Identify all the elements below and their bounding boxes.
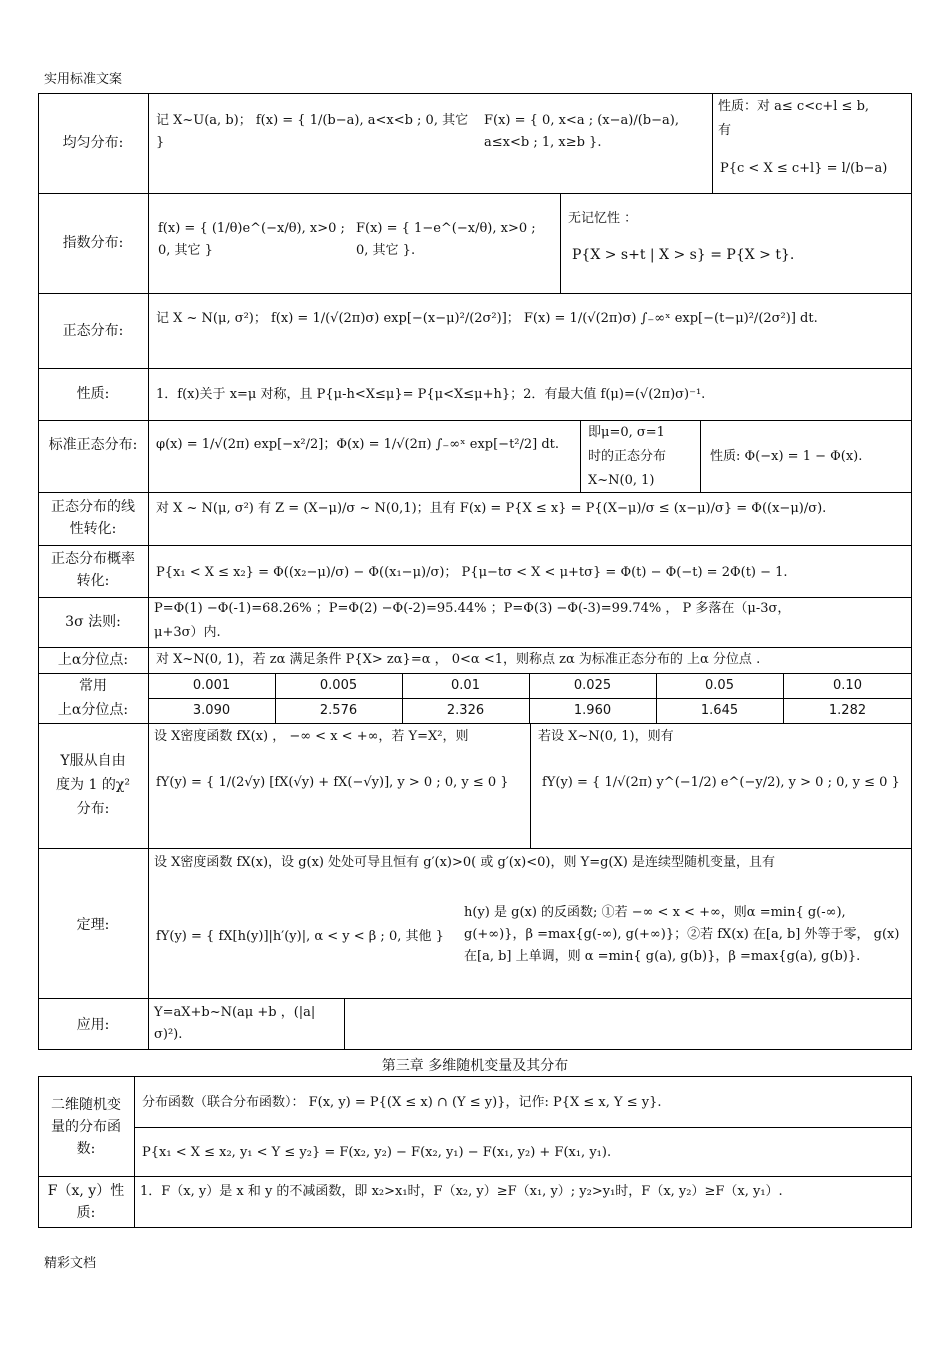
row-divider xyxy=(38,492,912,493)
common-quantile-label-1: 常用 xyxy=(79,678,107,694)
uniform-label: 均匀分布: xyxy=(62,135,124,151)
theorem-label: 定理: xyxy=(76,917,110,933)
col-divider xyxy=(560,193,561,293)
row-divider xyxy=(38,998,912,999)
three-sigma-label: 3σ 法则: xyxy=(65,614,121,630)
col-divider xyxy=(344,998,345,1050)
row-divider xyxy=(38,545,912,546)
alpha-cell: 0.005 xyxy=(319,678,358,693)
row-divider xyxy=(38,647,912,648)
property-content: 1．f(x)关于 x=μ 对称，且 P{μ-h<X≤μ}= P{μ<X≤μ+h}；2．有最大值 f(μ)=(√(2π)σ)⁻¹. xyxy=(156,387,706,402)
row-divider xyxy=(134,1127,912,1128)
normal-label: 正态分布: xyxy=(62,323,124,339)
upper-alpha-content: 对 X~N(0, 1)，若 zα 满足条件 P{X> zα}=α ， 0<α <1，则称点 zα 为标准正态分布的 上α 分位点 . xyxy=(156,652,761,667)
uniform-prop-formula: P{c < X ≤ c+l} = l/(b−a) xyxy=(720,161,888,176)
chi-right-formula: fY(y) = { 1/√(2π) y^(−1/2) e^(−y/2), y > 0 ; 0, y ≤ 0 } xyxy=(542,775,900,790)
row-divider xyxy=(38,848,912,849)
alpha-cell: 0.10 xyxy=(833,678,862,693)
col-divider xyxy=(530,723,531,848)
exponential-label: 指数分布: xyxy=(62,235,124,251)
application-content: Y=aX+b~N(aμ +b ，(|a|σ)²). xyxy=(154,1005,316,1042)
standard-note-1: 即μ=0, σ=1 xyxy=(588,425,665,440)
uniform-prop-line1: 性质：对 a≤ c<c+l ≤ b, xyxy=(718,99,870,114)
row-divider xyxy=(38,723,912,724)
fxy-property-label: F（x, y）性质: xyxy=(47,1183,125,1221)
chi-right-intro: 若设 X~N(0, 1)，则有 xyxy=(538,729,674,744)
common-quantile-label-2: 上α分位点: xyxy=(57,702,129,718)
linear-transform-label: 正态分布的线性转化: xyxy=(51,499,135,537)
page-footer: 精彩文档 xyxy=(44,1256,97,1271)
exponential-pdf: f(x) = { (1/θ)e^(−x/θ), x>0 ; 0, 其它 } xyxy=(158,221,345,258)
standard-note-3: X~N(0, 1) xyxy=(588,473,655,488)
quantile-value-cell: 1.282 xyxy=(828,703,867,718)
quantile-value-cell: 2.326 xyxy=(446,703,485,718)
joint-cdf-label: 二维随机变量的分布函数: xyxy=(51,1097,121,1157)
chapter-title: 第三章 多维随机变量及其分布 xyxy=(381,1058,569,1074)
chi-left-formula: fY(y) = { 1/(2√y) [fX(√y) + fX(−√y)], y > 0 ; 0, y ≤ 0 } xyxy=(156,775,509,790)
quantile-value-cell: 1.960 xyxy=(573,703,612,718)
chi-label-3: 分布: xyxy=(76,801,110,817)
row-divider xyxy=(38,193,912,194)
chi-left-intro: 设 X密度函数 fX(x) ， −∞ < x < +∞，若 Y=X²，则 xyxy=(154,729,469,744)
prob-conversion-formula: P{x₁ < X ≤ x₂} = Φ((x₂−μ)/σ) − Φ((x₁−μ)/σ)； P{μ−tσ < X < μ+tσ} = Φ(t) − Φ(−t) = 2Φ(t) − 1. xyxy=(156,565,788,580)
chi-label-1: Y服从自由 xyxy=(60,753,126,769)
alpha-cell: 0.001 xyxy=(192,678,231,693)
standard-note-2: 时的正态分布 xyxy=(588,449,667,464)
theorem-formula: fY(y) = { fX[h(y)]|h′(y)|, α < y < β ; 0, 其他 } xyxy=(156,929,444,944)
property-label: 性质: xyxy=(76,386,110,402)
row-divider xyxy=(38,293,912,294)
standard-normal-formula: φ(x) = 1/√(2π) exp[−x²/2]；Φ(x) = 1/√(2π) ∫₋∞ˣ exp[−t²/2] dt. xyxy=(156,437,560,452)
col-divider xyxy=(700,420,701,492)
three-sigma-line2: μ+3σ）内. xyxy=(154,625,221,640)
theorem-intro: 设 X密度函数 fX(x)，设 g(x) 处处可导且恒有 g′(x)>0( 或 g′(x)<0)，则 Y=g(X) 是连续型随机变量，且有 xyxy=(154,855,775,870)
alpha-cell: 0.05 xyxy=(705,678,734,693)
quantile-value-cell: 2.576 xyxy=(319,703,358,718)
exponential-prop-title: 无记忆性 ： xyxy=(568,211,638,226)
theorem-explain: h(y) 是 g(x) 的反函数; ①若 −∞ < x < +∞，则α =min{ g(-∞), g(+∞)}，β =max{g(-∞), g(+∞)}；②若 fX(x) 在[a, b] 外等于零， g(x) 在[a, b] 上单调，则 α =min{ g(a), g(b)}，β =max{g(a), g(b)}. xyxy=(464,905,900,964)
row-divider xyxy=(38,368,912,369)
col-divider xyxy=(148,93,149,1050)
uniform-prop-line2: 有 xyxy=(718,123,732,138)
application-label: 应用: xyxy=(76,1017,110,1033)
fxy-property-content: 1．F（x, y）是 x 和 y 的不减函数，即 x₂>x₁时，F（x₂, y）≥F（x₁, y）; y₂>y₁时，F（x, y₂）≥F（x, y₁）. xyxy=(140,1184,783,1199)
linear-transform-formula: 对 X ~ N(μ, σ²) 有 Z = (X−μ)/σ ~ N(0,1)；且有 F(x) = P{X ≤ x} = P{(X−μ)/σ ≤ (x−μ)/σ} = Φ((x−μ)/σ). xyxy=(156,501,827,516)
uniform-cdf: F(x) = { 0, x<a ; (x−a)/(b−a), a≤x<b ; 1, x≥b }. xyxy=(484,113,679,150)
normal-formula: 记 X ~ N(μ, σ²)； f(x) = 1/(√(2π)σ) exp[−(x−μ)²/(2σ²)]； F(x) = 1/(√(2π)σ) ∫₋∞ˣ exp[−(t−μ)²/(2σ²)] dt. xyxy=(156,311,818,326)
col-divider xyxy=(712,93,713,193)
alpha-cell: 0.01 xyxy=(451,678,480,693)
three-sigma-line1: P=Φ(1) −Φ(-1)=68.26% ；P=Φ(2) −Φ(-2)=95.44% ；P=Φ(3) −Φ(-3)=99.74% ， P 多落在（μ-3σ， xyxy=(154,601,791,616)
exponential-prop: P{X > s+t | X > s} = P{X > t}. xyxy=(572,247,795,263)
joint-cdf-line2: P{x₁ < X ≤ x₂, y₁ < Y ≤ y₂} = F(x₂, y₂) − F(x₂, y₁) − F(x₁, y₂) + F(x₁, y₁). xyxy=(142,1145,612,1160)
uniform-pdf: 记 X~U(a, b)； f(x) = { 1/(b−a), a<x<b ; 0, 其它 } xyxy=(156,113,469,150)
joint-cdf-line1: 分布函数（联合分布函数）： F(x, y) = P{(X ≤ x) ∩ (Y ≤ y)}，记作: P{X ≤ x, Y ≤ y}. xyxy=(142,1095,662,1110)
row-divider xyxy=(38,420,912,421)
alpha-cell: 0.025 xyxy=(573,678,612,693)
exponential-cdf: F(x) = { 1−e^(−x/θ), x>0 ; 0, 其它 }. xyxy=(356,221,536,258)
chi-label-2: 度为 1 的χ² xyxy=(56,777,130,793)
col-divider xyxy=(134,1076,135,1228)
page-header: 实用标准文案 xyxy=(44,72,123,87)
prob-conversion-label: 正态分布概率转化: xyxy=(51,551,135,589)
row-divider xyxy=(38,1176,912,1177)
standard-property: 性质: Φ(−x) = 1 − Φ(x). xyxy=(710,449,863,464)
col-divider xyxy=(580,420,581,492)
standard-normal-label: 标准正态分布: xyxy=(48,437,138,453)
upper-alpha-label: 上α分位点: xyxy=(57,652,129,668)
quantile-value-cell: 1.645 xyxy=(700,703,739,718)
quantile-value-cell: 3.090 xyxy=(192,703,231,718)
